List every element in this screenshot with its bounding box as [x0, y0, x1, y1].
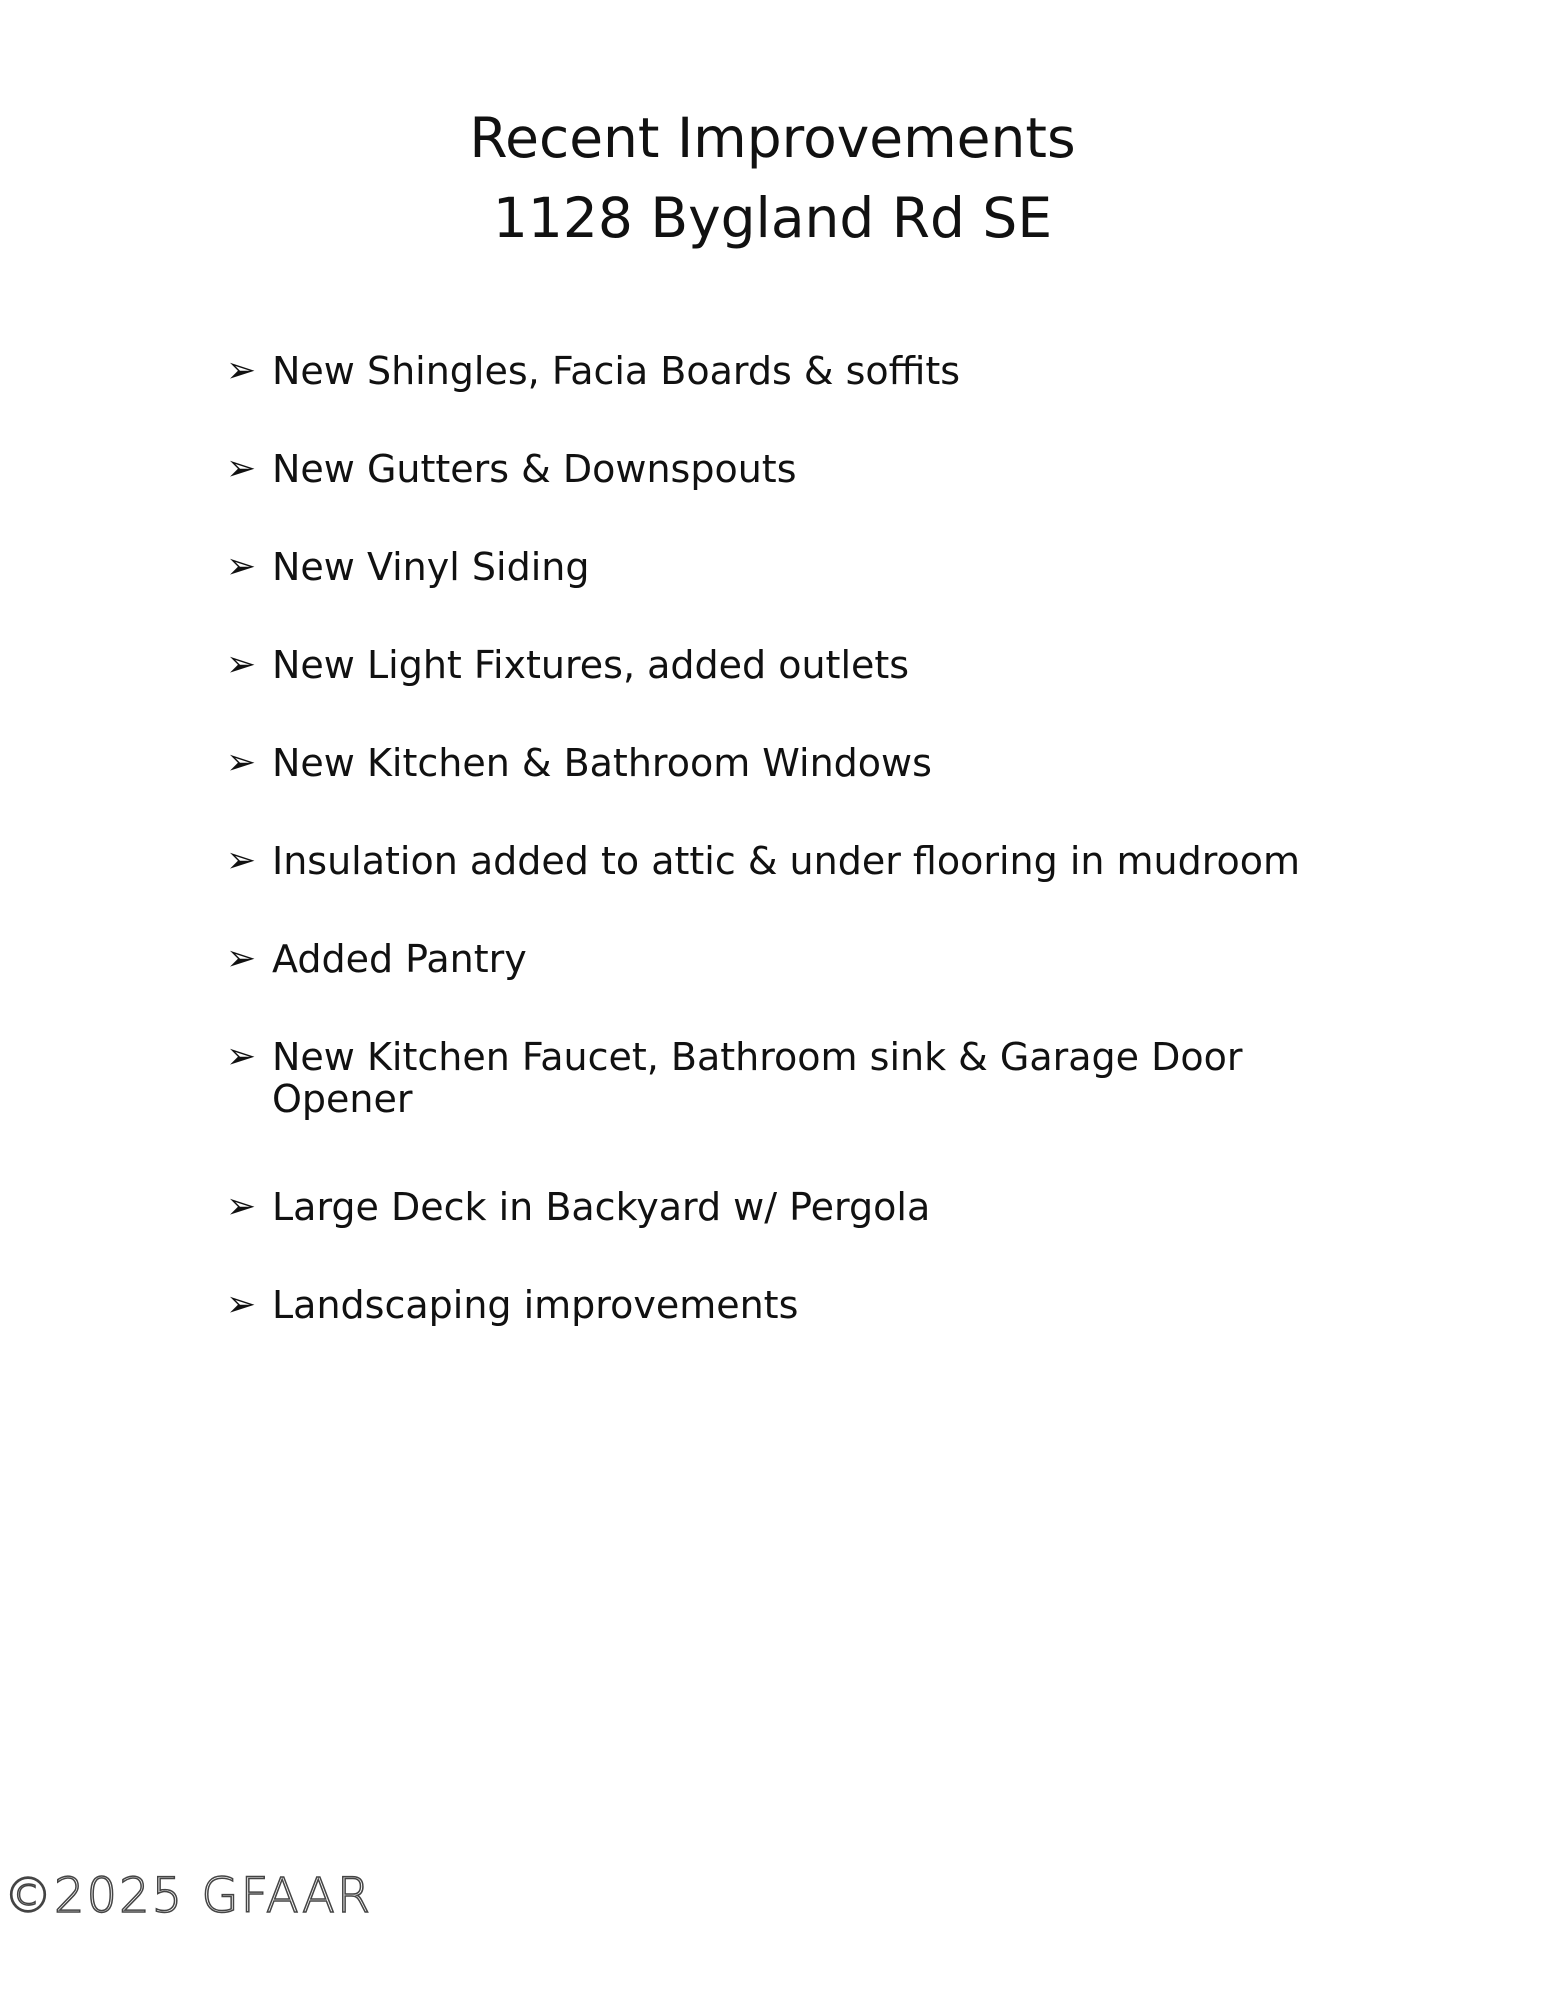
list-item — [226, 546, 1376, 588]
arrow-bullet-icon: ➢ — [226, 840, 257, 881]
list-item-text: Insulation added to attic & under flooring in mudroom — [272, 839, 1301, 883]
arrow-bullet-icon: ➢ — [226, 546, 257, 587]
document-title — [0, 98, 1545, 258]
list-item — [226, 840, 1376, 882]
copyright-watermark: ©2025 GFAAR — [4, 1868, 373, 1924]
list-item — [226, 1284, 1376, 1326]
list-item — [226, 938, 1376, 980]
arrow-bullet-icon: ➢ — [226, 1036, 257, 1077]
arrow-bullet-icon: ➢ — [226, 1284, 257, 1325]
list-item-text: Large Deck in Backyard w/ Pergola — [272, 1185, 931, 1229]
list-item — [226, 350, 1376, 392]
list-item — [226, 1186, 1376, 1228]
list-item-text: New Kitchen Faucet, Bathroom sink & Garage Door Opener — [272, 1035, 1243, 1121]
arrow-bullet-icon: ➢ — [226, 644, 257, 685]
list-item-text: New Vinyl Siding — [272, 545, 590, 589]
list-item-text: Landscaping improvements — [272, 1283, 799, 1327]
arrow-bullet-icon: ➢ — [226, 938, 257, 979]
title-line-2: 1128 Bygland Rd SE — [492, 186, 1053, 250]
arrow-bullet-icon: ➢ — [226, 448, 257, 489]
list-item-text: Added Pantry — [272, 937, 527, 981]
list-item-text: New Gutters & Downspouts — [272, 447, 797, 491]
list-item — [226, 1036, 1376, 1120]
improvements-list — [226, 350, 1376, 1382]
title-line-1: Recent Improvements — [469, 106, 1076, 170]
arrow-bullet-icon: ➢ — [226, 742, 257, 783]
list-item — [226, 448, 1376, 490]
list-item — [226, 742, 1376, 784]
arrow-bullet-icon: ➢ — [226, 1186, 257, 1227]
list-item-text: New Light Fixtures, added outlets — [272, 643, 910, 687]
arrow-bullet-icon: ➢ — [226, 350, 257, 391]
list-item — [226, 644, 1376, 686]
list-item-text: New Kitchen & Bathroom Windows — [272, 741, 932, 785]
list-item-text: New Shingles, Facia Boards & soffits — [272, 349, 961, 393]
